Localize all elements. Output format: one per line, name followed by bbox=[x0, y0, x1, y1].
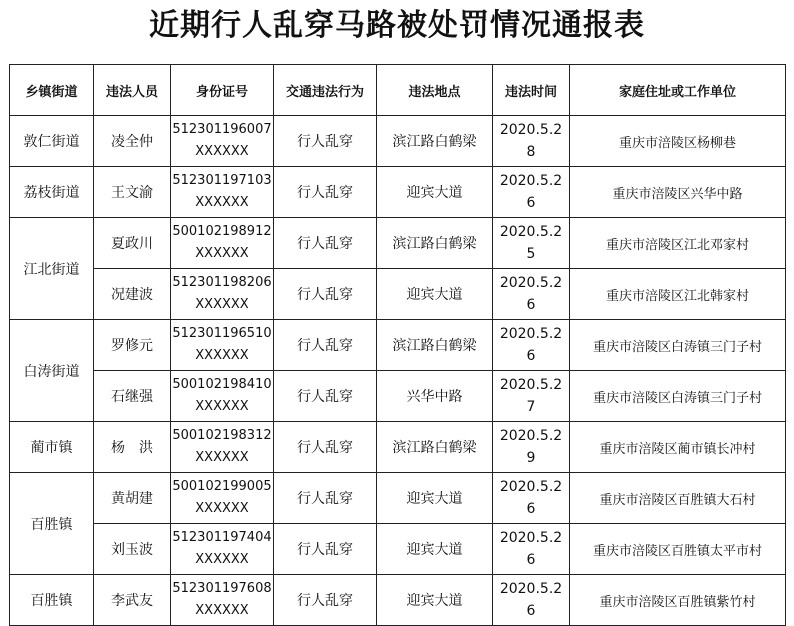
time-cell bbox=[493, 320, 570, 371]
place-cell: 迎宾大道 bbox=[377, 269, 493, 320]
time-part: 6 bbox=[526, 348, 536, 364]
place-cell: 滨江路白鹤梁 bbox=[377, 218, 493, 269]
col-header-place: 违法地点 bbox=[377, 65, 493, 116]
time-part: 2020.5.2 bbox=[499, 275, 563, 291]
id-number-masked: XXXXXX bbox=[195, 297, 249, 312]
time-part: 5 bbox=[526, 246, 536, 262]
time-part: 2020.5.2 bbox=[499, 581, 563, 597]
id-cell bbox=[171, 575, 274, 626]
name-cell: 况建波 bbox=[94, 269, 171, 320]
town-cell: 百胜镇 bbox=[10, 575, 94, 626]
id-number-masked: XXXXXX bbox=[195, 603, 249, 618]
time-cell bbox=[493, 422, 570, 473]
col-header-address: 家庭住址或工作单位 bbox=[570, 65, 786, 116]
place-cell: 滨江路白鹤梁 bbox=[377, 116, 493, 167]
id-number-masked: XXXXXX bbox=[195, 399, 249, 414]
act-cell: 行人乱穿 bbox=[274, 218, 377, 269]
violation-table bbox=[9, 64, 786, 626]
time-cell bbox=[493, 575, 570, 626]
time-cell bbox=[493, 116, 570, 167]
address-cell: 重庆市涪陵区江北韩家村 bbox=[570, 269, 786, 320]
id-number-part: 512301197404 bbox=[172, 530, 272, 545]
address-cell: 重庆市涪陵区白涛镇三门子村 bbox=[570, 320, 786, 371]
act-cell: 行人乱穿 bbox=[274, 371, 377, 422]
place-cell: 迎宾大道 bbox=[377, 575, 493, 626]
time-part: 6 bbox=[526, 603, 536, 619]
table-body bbox=[10, 116, 786, 626]
header-row bbox=[10, 65, 786, 116]
town-cell: 百胜镇 bbox=[10, 473, 94, 575]
time-part: 2020.5.2 bbox=[499, 326, 563, 342]
id-cell bbox=[171, 473, 274, 524]
time-part: 2020.5.2 bbox=[499, 224, 563, 240]
col-header-name: 违法人员 bbox=[94, 65, 171, 116]
act-cell: 行人乱穿 bbox=[274, 167, 377, 218]
name-cell: 夏政川 bbox=[94, 218, 171, 269]
time-part: 6 bbox=[526, 552, 536, 568]
address-cell: 重庆市涪陵区杨柳巷 bbox=[570, 116, 786, 167]
time-cell bbox=[493, 524, 570, 575]
id-number-part: 512301196007 bbox=[172, 122, 272, 137]
id-number-masked: XXXXXX bbox=[195, 450, 249, 465]
id-number-part: 500102199005 bbox=[172, 479, 272, 494]
address-cell: 重庆市涪陵区百胜镇紫竹村 bbox=[570, 575, 786, 626]
time-part: 2020.5.2 bbox=[499, 530, 563, 546]
time-part: 6 bbox=[526, 297, 536, 313]
address-cell: 重庆市涪陵区兴华中路 bbox=[570, 167, 786, 218]
address-cell: 重庆市涪陵区百胜镇太平市村 bbox=[570, 524, 786, 575]
town-cell: 蔺市镇 bbox=[10, 422, 94, 473]
place-cell: 迎宾大道 bbox=[377, 473, 493, 524]
table-row bbox=[10, 371, 786, 422]
address-cell: 重庆市涪陵区白涛镇三门子村 bbox=[570, 371, 786, 422]
place-cell: 滨江路白鹤梁 bbox=[377, 320, 493, 371]
id-cell bbox=[171, 167, 274, 218]
time-cell bbox=[493, 218, 570, 269]
act-cell: 行人乱穿 bbox=[274, 422, 377, 473]
id-cell bbox=[171, 269, 274, 320]
table-row bbox=[10, 269, 786, 320]
act-cell: 行人乱穿 bbox=[274, 269, 377, 320]
time-cell bbox=[493, 269, 570, 320]
id-number-part: 500102198312 bbox=[172, 428, 272, 443]
id-number-part: 500102198912 bbox=[172, 224, 272, 239]
id-cell bbox=[171, 422, 274, 473]
id-cell bbox=[171, 116, 274, 167]
table-row bbox=[10, 320, 786, 371]
name-cell: 黄胡建 bbox=[94, 473, 171, 524]
name-cell: 杨 洪 bbox=[94, 422, 171, 473]
id-number-part: 512301196510 bbox=[172, 326, 272, 341]
time-part: 2020.5.2 bbox=[499, 173, 563, 189]
name-cell: 罗修元 bbox=[94, 320, 171, 371]
act-cell: 行人乱穿 bbox=[274, 473, 377, 524]
town-cell: 白涛街道 bbox=[10, 320, 94, 422]
time-cell bbox=[493, 371, 570, 422]
name-cell: 王文渝 bbox=[94, 167, 171, 218]
table-row bbox=[10, 422, 786, 473]
place-cell: 滨江路白鹤梁 bbox=[377, 422, 493, 473]
col-header-time: 违法时间 bbox=[493, 65, 570, 116]
time-part: 2020.5.2 bbox=[499, 377, 563, 393]
id-number-part: 500102198410 bbox=[172, 377, 272, 392]
time-part: 8 bbox=[526, 144, 536, 160]
town-cell: 荔枝街道 bbox=[10, 167, 94, 218]
time-cell bbox=[493, 167, 570, 218]
id-cell bbox=[171, 371, 274, 422]
id-number-masked: XXXXXX bbox=[195, 195, 249, 210]
time-part: 6 bbox=[526, 195, 536, 211]
page-title: 近期行人乱穿马路被处罚情况通报表 bbox=[149, 8, 645, 43]
name-cell: 凌全仲 bbox=[94, 116, 171, 167]
id-number-masked: XXXXXX bbox=[195, 501, 249, 516]
id-number-masked: XXXXXX bbox=[195, 552, 249, 567]
place-cell: 兴华中路 bbox=[377, 371, 493, 422]
name-cell: 李武友 bbox=[94, 575, 171, 626]
time-part: 2020.5.2 bbox=[499, 122, 563, 138]
id-number-part: 512301197103 bbox=[172, 173, 272, 188]
table-row bbox=[10, 575, 786, 626]
time-part: 2020.5.2 bbox=[499, 479, 563, 495]
id-number-part: 512301197608 bbox=[172, 581, 272, 596]
col-header-id: 身份证号 bbox=[171, 65, 274, 116]
act-cell: 行人乱穿 bbox=[274, 524, 377, 575]
act-cell: 行人乱穿 bbox=[274, 320, 377, 371]
id-number-masked: XXXXXX bbox=[195, 348, 249, 363]
time-part: 2020.5.2 bbox=[499, 428, 563, 444]
id-number-masked: XXXXXX bbox=[195, 246, 249, 261]
table-row bbox=[10, 167, 786, 218]
time-part: 7 bbox=[526, 399, 536, 415]
table-row bbox=[10, 218, 786, 269]
name-cell: 刘玉波 bbox=[94, 524, 171, 575]
table-row bbox=[10, 524, 786, 575]
time-part: 9 bbox=[526, 450, 536, 466]
act-cell: 行人乱穿 bbox=[274, 116, 377, 167]
id-cell bbox=[171, 320, 274, 371]
town-cell: 江北街道 bbox=[10, 218, 94, 320]
name-cell: 石继强 bbox=[94, 371, 171, 422]
id-number-part: 512301198206 bbox=[172, 275, 272, 290]
town-cell: 敦仁街道 bbox=[10, 116, 94, 167]
table-row bbox=[10, 473, 786, 524]
address-cell: 重庆市涪陵区蔺市镇长冲村 bbox=[570, 422, 786, 473]
address-cell: 重庆市涪陵区江北邓家村 bbox=[570, 218, 786, 269]
col-header-act: 交通违法行为 bbox=[274, 65, 377, 116]
id-cell bbox=[171, 524, 274, 575]
place-cell: 迎宾大道 bbox=[377, 167, 493, 218]
address-cell: 重庆市涪陵区百胜镇大石村 bbox=[570, 473, 786, 524]
time-cell bbox=[493, 473, 570, 524]
time-part: 6 bbox=[526, 501, 536, 517]
table-row bbox=[10, 116, 786, 167]
col-header-town: 乡镇街道 bbox=[10, 65, 94, 116]
place-cell: 迎宾大道 bbox=[377, 524, 493, 575]
act-cell: 行人乱穿 bbox=[274, 575, 377, 626]
id-number-masked: XXXXXX bbox=[195, 144, 249, 159]
id-cell bbox=[171, 218, 274, 269]
